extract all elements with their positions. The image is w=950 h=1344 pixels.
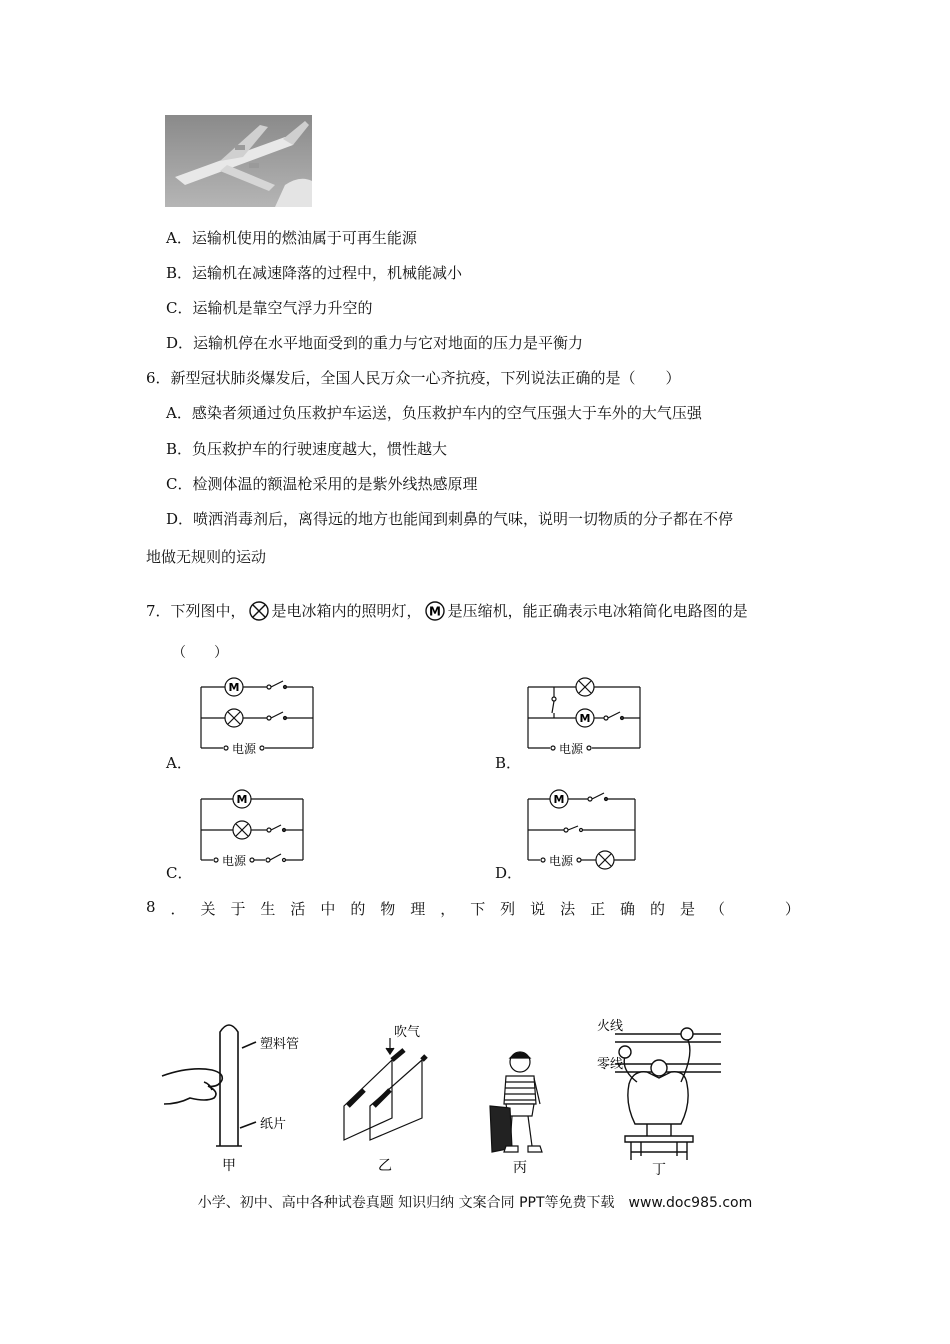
- q8-stem-char: 是: [679, 900, 695, 918]
- figure-yi-blowing-papers: [330, 1020, 440, 1175]
- q8-stem-char: ）: [784, 900, 800, 918]
- q8-stem-char: 说: [530, 900, 546, 918]
- power-source-label: 电源: [231, 742, 257, 756]
- figure-caption-jia: 甲: [222, 1158, 236, 1174]
- q5-option-c: C．运输机是靠空气浮力升空的: [166, 299, 373, 317]
- q7-stem-mid: 是电冰箱内的照明灯，: [271, 602, 422, 620]
- figure-bing-boy-with-bag: [488, 1048, 553, 1176]
- live-wire-label: 火线: [597, 1019, 624, 1034]
- motor-letter: M: [553, 793, 565, 806]
- q7-stem: [146, 600, 748, 622]
- motor-letter: M: [579, 712, 591, 725]
- circuit-diagram-c: [195, 787, 310, 872]
- q8-stem-char: 的: [650, 900, 666, 918]
- power-source-label: 电源: [221, 854, 247, 868]
- figure-caption-yi: 乙: [378, 1158, 392, 1174]
- q6-option-a: A．感染者须通过负压救护车运送，负压救护车内的空气压强大于车外的大气压强: [166, 404, 702, 422]
- q8-stem-char: ．: [170, 900, 186, 918]
- motor-symbol-icon: [424, 600, 446, 622]
- q8-stem-char: 中: [320, 900, 336, 918]
- blow-label: 吹气: [394, 1025, 421, 1040]
- q8-stem-char: 下: [470, 900, 486, 918]
- q7-option-a-label: A．: [166, 754, 192, 772]
- q7-stem-suffix: 是压缩机，能正确表示电冰箱简化电路图的是: [447, 602, 748, 620]
- q7-stem-prefix: 7．下列图中，: [146, 602, 246, 620]
- figure-jia-plastic-tube: [160, 1018, 310, 1178]
- q8-stem-char: （: [709, 900, 725, 918]
- q7-option-b-label: B．: [495, 754, 522, 772]
- q6-option-d: D．喷洒消毒剂后，离得远的地方也能闻到刺鼻的气味，说明一切物质的分子都在不停: [166, 510, 734, 528]
- motor-letter: M: [228, 681, 240, 694]
- figure-caption-bing: 丙: [513, 1160, 527, 1176]
- lamp-symbol-icon: [248, 600, 270, 622]
- power-source-label: 电源: [548, 854, 574, 868]
- q5-option-b: B．运输机在减速降落的过程中，机械能减小: [166, 264, 463, 282]
- q8-stem-char: 列: [500, 900, 516, 918]
- plastic-tube-label: 塑料管: [260, 1037, 300, 1052]
- page-footer: 小学、初中、高中各种试卷真题 知识归纳 文案合同 PPT等免费下载 www.doc985.com: [197, 1195, 753, 1211]
- q8-stem-char: 活: [290, 900, 306, 918]
- circuit-diagram-d: [522, 787, 647, 872]
- figure-ding-wires-stool: [595, 1012, 725, 1177]
- q6-stem: 6．新型冠状肺炎爆发后，全国人民万众一心齐抗疫，下列说法正确的是（ ）: [146, 369, 681, 387]
- q6-option-c: C．检测体温的额温枪采用的是紫外线热感原理: [166, 475, 478, 493]
- q8-stem-char: 生: [260, 900, 276, 918]
- q8-stem-char: 正: [590, 900, 606, 918]
- paper-label: 纸片: [260, 1117, 287, 1132]
- neutral-wire-label: 零线: [597, 1057, 624, 1072]
- q8-stem-char: 确: [620, 900, 636, 918]
- q8-stem-char: 物: [380, 900, 396, 918]
- power-source-label: 电源: [558, 742, 584, 756]
- q7-option-d-label: D．: [495, 864, 523, 882]
- q8-stem-char: 8: [146, 898, 156, 916]
- q8-stem-char: 法: [560, 900, 576, 918]
- q7-answer-paren: （ ）: [172, 645, 228, 661]
- motor-symbol-letter: M: [428, 604, 441, 619]
- q8-stem-char: 理: [410, 900, 426, 918]
- q8-stem-char: 关: [200, 900, 216, 918]
- q8-stem: [146, 898, 800, 919]
- q6-option-b: B．负压救护车的行驶速度越大，惯性越大: [166, 440, 448, 458]
- motor-letter: M: [236, 793, 248, 806]
- q6-option-d-continuation: 地做无规则的运动: [146, 548, 267, 566]
- transport-plane-photo: [165, 115, 312, 207]
- q7-option-c-label: C．: [166, 864, 193, 882]
- q8-stem-char: 的: [350, 900, 366, 918]
- q8-stem-char: 于: [230, 900, 246, 918]
- q5-option-a: A．运输机使用的燃油属于可再生能源: [166, 229, 417, 247]
- circuit-diagram-a: [195, 675, 320, 760]
- q8-stem-char: ，: [440, 900, 456, 918]
- q8-stem-char: [740, 898, 770, 919]
- circuit-diagram-b: [522, 675, 647, 760]
- q5-option-d: D．运输机停在水平地面受到的重力与它对地面的压力是平衡力: [166, 334, 584, 352]
- figure-caption-ding: 丁: [652, 1162, 666, 1177]
